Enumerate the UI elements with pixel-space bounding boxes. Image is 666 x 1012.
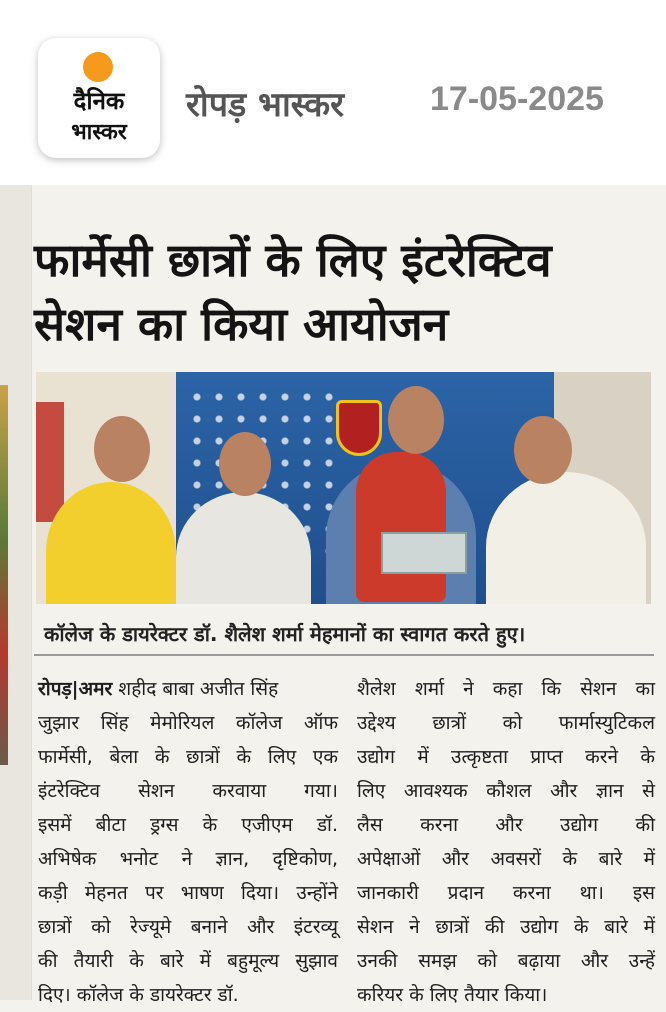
page-header: [0, 0, 666, 185]
article-text-line: जुझार सिंह मेमोरियल कॉलेज ऑफ: [38, 712, 338, 734]
article-text-line: अपेक्षाओं और अवसरों के बारे में: [357, 848, 655, 870]
sun-icon: [83, 52, 113, 82]
article-text-line: दिए। कॉलेज के डायरेक्टर डॉ.: [38, 984, 239, 1006]
logo-line1: दैनिक: [73, 87, 125, 115]
article-text-line: कड़ी मेहनत पर भाषण दिया। उन्होंने: [38, 882, 338, 904]
article-text-line: उनकी समझ को बढ़ाया और उन्हें: [357, 950, 655, 972]
edition-name: रोपड़ भास्कर: [186, 85, 345, 125]
article-column-1: [38, 672, 338, 1012]
headline-line2: सेशन का किया आयोजन: [34, 297, 449, 351]
article-text-line: इंटरेक्टिव सेशन करवाया गया।: [38, 780, 338, 802]
adjacent-clipping-edge: [0, 185, 32, 1000]
edition-date: 17-05-2025: [430, 80, 604, 118]
headline-line1: फार्मेसी छात्रों के लिए इंटरेक्टिव: [34, 233, 552, 287]
dainik-bhaskar-logo: [38, 38, 160, 158]
article-text-line: छात्रों को रेज्यूमे बनाने और इंटरव्यू: [38, 916, 338, 938]
article-text-line: करियर के लिए तैयार किया।: [357, 984, 548, 1006]
dateline: रोपड़|अमर: [38, 678, 113, 700]
article-text-line: सेशन ने छात्रों की उद्योग के बारे में: [357, 916, 655, 938]
college-crest-icon: [336, 400, 382, 456]
article-text-line: की तैयारी के बारे में बहुमूल्य सुझाव: [38, 950, 338, 972]
article-text-line: लैस करना और उद्योग की: [357, 814, 655, 836]
adjacent-photo-edge: [0, 385, 8, 765]
article-headline: [34, 228, 654, 356]
article-text-line: उद्योग में उत्कृष्टता प्राप्त करने के: [357, 746, 655, 768]
article-text-line: शैलेश शर्मा ने कहा कि सेशन का: [357, 678, 655, 700]
article-column-2: [357, 672, 655, 1012]
article-text-line: उद्देश्य छात्रों को फार्मास्युटिकल: [357, 712, 655, 734]
article-text-line: लिए आवश्यक कौशल और ज्ञान से: [357, 780, 655, 802]
article-text-line: रोपड़|अमर शहीद बाबा अजीत सिंह: [38, 678, 279, 700]
article-text-line: जानकारी प्रदान करना था। इस: [357, 882, 655, 904]
caption-divider: [34, 654, 654, 656]
article-text-line: अभिषेक भनोट ने ज्ञान, दृष्टिकोण,: [38, 848, 338, 870]
article-text-line: इसमें बीटा ड्रग्स के एजीएम डॉ.: [38, 814, 338, 836]
logo-line2: भास्कर: [71, 120, 127, 145]
article-photo: [36, 372, 651, 604]
photo-caption: कॉलेज के डायरेक्टर डॉ. शैलेश शर्मा मेहमानों का स्वागत करते हुए।: [44, 622, 526, 646]
gift-box: [381, 532, 467, 574]
article-text-line: फार्मेसी, बेला के छात्रों के लिए एक: [38, 746, 338, 768]
